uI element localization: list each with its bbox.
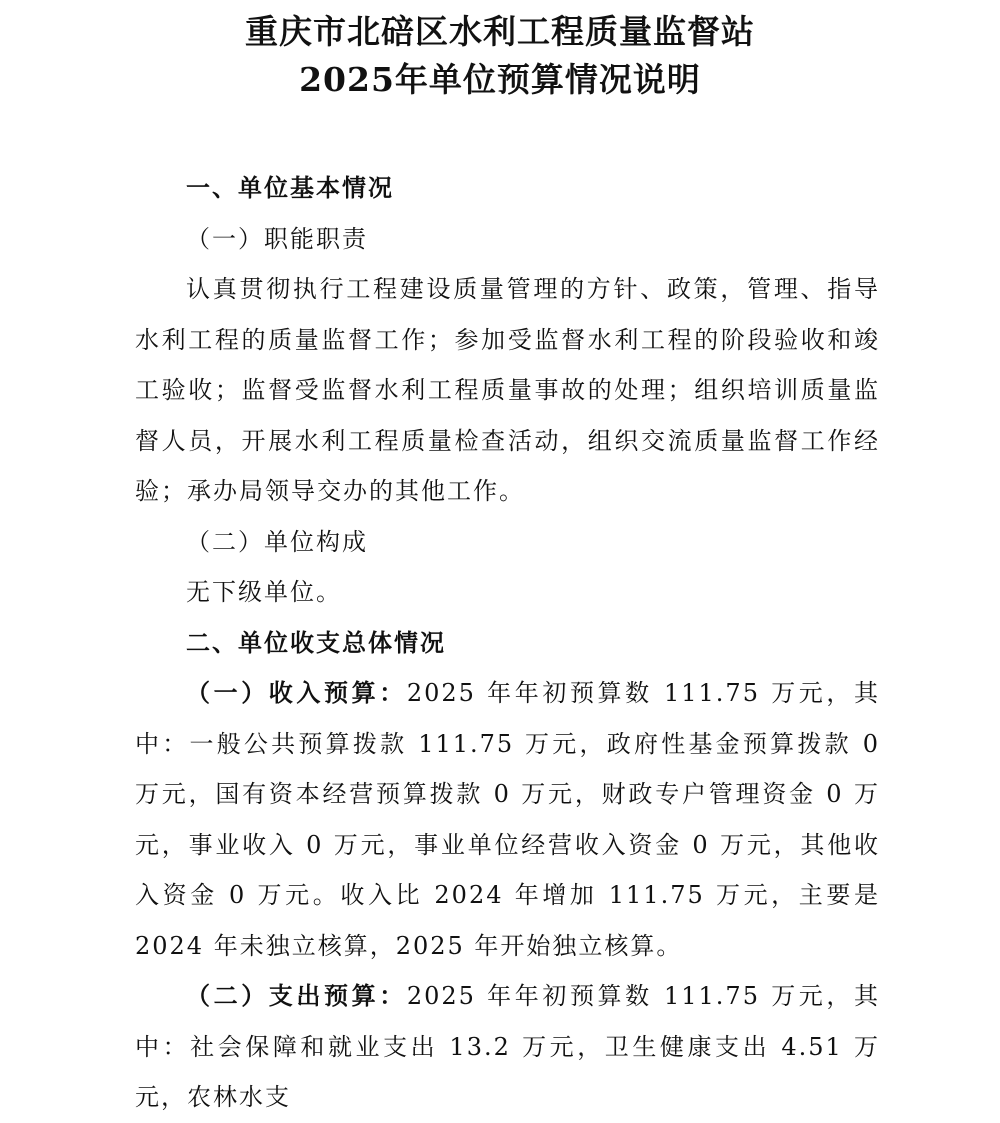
section1-heading: 一、单位基本情况 — [186, 174, 394, 202]
section2-sub2-label: （二）支出预算： — [186, 981, 407, 1010]
document-title-line2: 2025年单位预算情况说明 — [299, 60, 701, 99]
document-title-line1: 重庆市北碚区水利工程质量监督站 — [245, 12, 755, 51]
section2-sub1-text: 2025 年年初预算数 111.75 万元，其中：一般公共预算拨款 111.75 万元，政府性基金预算拨款 0 万元，国有资本经营预算拨款 0 万元，财政专户管理资金 0 万元，事业收入 0 万元，事业单位经营收入资金 0 万元，其他收入资金 0 万元。收入比 2024 年增加 111.75 万元，主要是 2024 年未独立核算，2025 年开始独立核算。 — [135, 679, 880, 960]
section1-sub1-heading: （一）职能职责 — [186, 224, 368, 253]
section2-heading: 二、单位收支总体情况 — [186, 628, 446, 657]
section1-sub2-heading: （二）单位构成 — [186, 527, 368, 556]
section2-sub1-paragraph — [135, 668, 880, 971]
section2-sub2-text: 2025 年年初预算数 111.75 万元，其中：社会保障和就业支出 13.2 万元，卫生健康支出 4.51 万元，农林水支 — [135, 982, 880, 1111]
section1-sub2-paragraph: 无下级单位。 — [186, 578, 342, 606]
document-body — [135, 163, 880, 1123]
section2-sub2-paragraph — [135, 971, 880, 1123]
section1-sub1-paragraph: 认真贯彻执行工程建设质量管理的方针、政策，管理、指导水利工程的质量监督工作；参加受监督水利工程的阶段验收和竣工验收；监督受监督水利工程质量事故的处理；组织培训质量监督人员，开展水利工程质量检查活动，组织交流质量监督工作经验；承办局领导交办的其他工作。 — [135, 275, 880, 505]
section2-sub1-label: （一）收入预算： — [186, 678, 407, 707]
